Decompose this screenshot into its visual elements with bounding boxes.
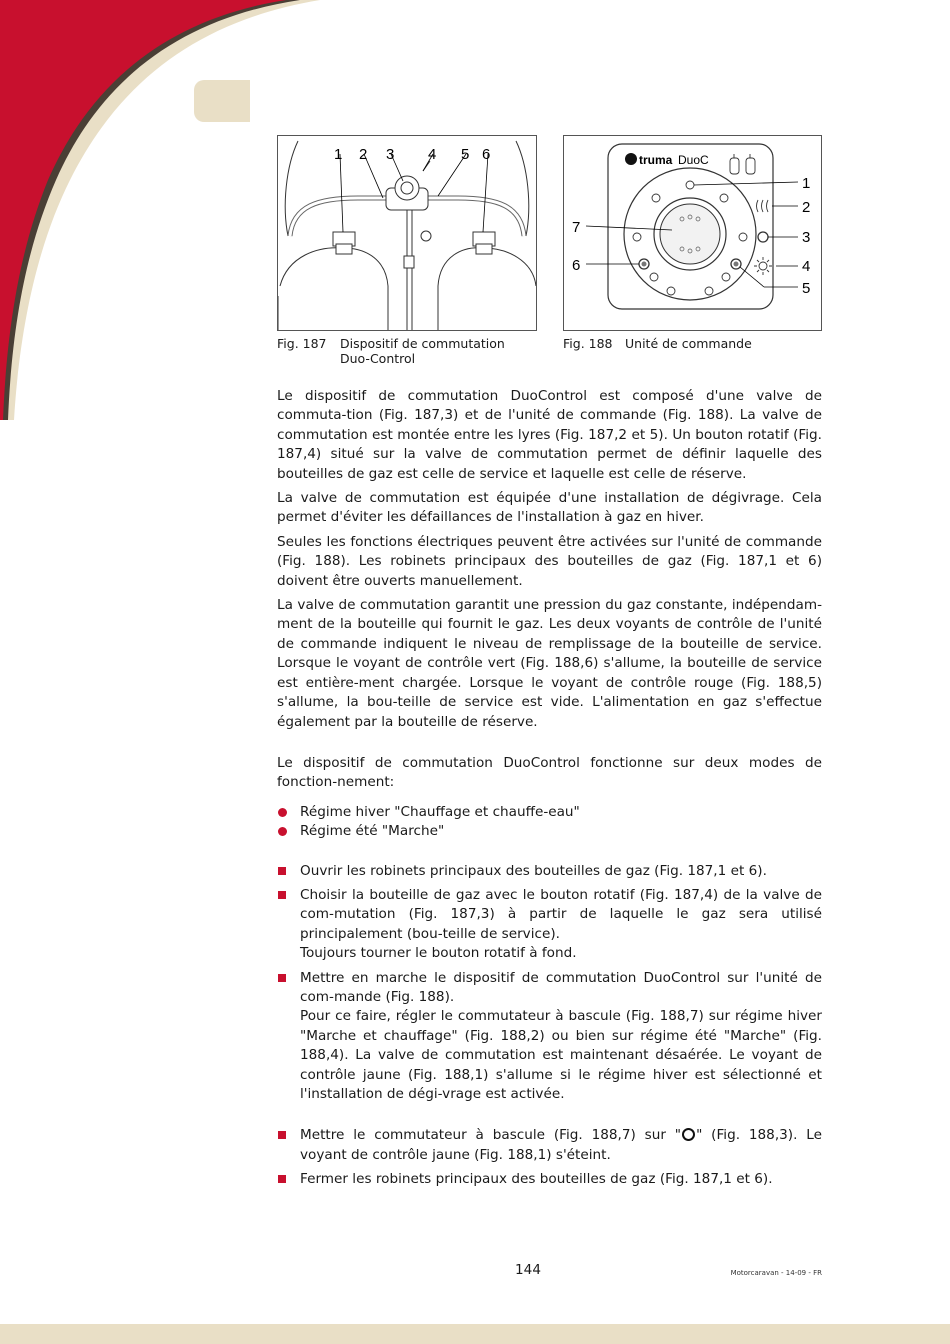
fig188-callout-7: 7 [572, 219, 581, 236]
document-reference: Motorcaravan - 14-09 - FR [730, 1269, 822, 1277]
fig188-callout-2: 2 [802, 199, 811, 216]
list-item [277, 803, 822, 822]
bullet-square-icon [278, 867, 286, 875]
main-content [277, 387, 822, 1195]
figure-187-caption [277, 336, 537, 368]
list-item-text: Régime été "Marche" [300, 823, 445, 840]
page-number: 144 [515, 1262, 541, 1278]
bullet-square-icon [278, 974, 286, 982]
body-paragraph: Le dispositif de commutation DuoControl est composé d'une valve de commuta-tion (Fig. 187,3) et de l'unité de commande (Fig. 188). La valve de commutation est montée entre les lyres (Fig. 187,2 et 5). Un bouton rotatif (Fig. 187,4) situé sur la valve de commutation permet de définir laquelle des bouteilles de gaz est celle de service et laquelle est celle de réserve. [277, 388, 822, 482]
control-unit-drawing [564, 136, 821, 330]
operating-modes-list [277, 803, 822, 842]
step-text: Fermer les robinets principaux des bouteilles de gaz (Fig. 187,1 et 6). [300, 1171, 773, 1188]
step-text: Mettre le commutateur à bascule (Fig. 188,7) sur " [300, 1127, 682, 1144]
bullet-square-icon [278, 891, 286, 899]
step-text: Pour ce faire, régler le commutateur à bascule (Fig. 188,7) sur régime hiver "Marche et chauffage" (Fig. 188,2) ou bien sur régime été "Marche" (Fig. 188,4). La valve de commutation est maintenant désaérée. Le voyant de contrôle jaune (Fig. 188,1) s'allume si le régime hiver est sélectionné et l'installation de dégi-vrage est activée. [300, 1008, 822, 1102]
fig187-callout-5: 5 [461, 146, 470, 163]
list-item [277, 822, 822, 841]
model-label: DuoC [678, 153, 709, 167]
instruction-step [277, 969, 822, 1105]
figure-number: Fig. 187 [277, 336, 327, 351]
fig188-callout-5: 5 [802, 280, 811, 297]
fig187-callout-6: 6 [482, 146, 491, 163]
figure-number: Fig. 188 [563, 336, 613, 351]
fig187-callout-2: 2 [359, 146, 368, 163]
instruction-step [277, 886, 822, 964]
body-paragraph: La valve de commutation garantit une pression du gaz constante, indépendam-ment de la bouteille qui fournit le gaz. Les deux voyants de contrôle de l'unité de commande indiquent le niveau de remplissage de la bouteille de service. Lorsque le voyant de contrôle vert (Fig. 188,6) s'allume, la bouteille de service est entière-ment chargée. Lorsque le voyant de contrôle rouge (Fig. 188,5) s'allume, la bou-teille de service est vide. L'alimentation en gaz s'effectue également par la bouteille de réserve. [277, 597, 822, 730]
fig188-callout-1: 1 [802, 175, 811, 192]
fig187-callout-4: 4 [428, 146, 437, 163]
step-text: Toujours tourner le bouton rotatif à fond. [300, 945, 577, 962]
instruction-step [277, 862, 822, 881]
figure-caption-text: Unité de commande [625, 336, 752, 351]
section-tab [194, 80, 250, 122]
bottom-band [0, 1324, 950, 1344]
figure-caption-text: Dispositif de commutation Duo-Control [340, 336, 505, 366]
instruction-steps [277, 862, 822, 1190]
figure-187-image [277, 135, 537, 331]
body-paragraph: Le dispositif de commutation DuoControl fonctionne sur deux modes de fonction-nement: [277, 754, 822, 791]
instruction-step [277, 1126, 822, 1165]
step-text: " (Fig. 188,3). Le voyant de contrôle jaune (Fig. 188,1) s'éteint. [300, 1127, 822, 1163]
gas-bottle-switch-drawing [278, 136, 536, 330]
body-paragraph: La valve de commutation est équipée d'une installation de dégivrage. Cela permet d'éviter les défaillances de l'installation à gaz en hiver. [277, 490, 822, 526]
fig187-callout-3: 3 [386, 146, 395, 163]
body-paragraph: Seules les fonctions électriques peuvent être activées sur l'unité de commande (Fig. 188). Les robinets principaux des bouteilles de gaz (Fig. 187,1 et 6) doivent être ouverts manuellement. [277, 533, 822, 589]
step-text: Mettre en marche le dispositif de commutation DuoControl sur l'unité de com-mande (Fig. 188). [300, 969, 822, 1005]
fig187-callout-1: 1 [334, 146, 343, 163]
bullet-dot-icon [278, 808, 287, 817]
fig188-callout-6: 6 [572, 257, 581, 274]
bullet-square-icon [278, 1131, 286, 1139]
bullet-square-icon [278, 1175, 286, 1183]
brand-label: truma [639, 153, 673, 167]
fig188-callout-4: 4 [802, 258, 811, 275]
truma-logo-icon [625, 153, 637, 165]
ring-icon [682, 1128, 695, 1141]
bullet-dot-icon [278, 827, 287, 836]
instruction-step [277, 1170, 822, 1189]
figure-188-caption [563, 336, 820, 352]
step-text: Choisir la bouteille de gaz avec le bouton rotatif (Fig. 187,4) de la valve de com-mutation (Fig. 187,3) à partir de laquelle le gaz sera utilisé principalement (bou-teille de service). [300, 886, 822, 942]
figure-188-image [563, 135, 822, 331]
fig188-callout-3: 3 [802, 229, 811, 246]
step-text: Ouvrir les robinets principaux des bouteilles de gaz (Fig. 187,1 et 6). [300, 862, 767, 879]
list-item-text: Régime hiver "Chauffage et chauffe-eau" [300, 803, 580, 820]
